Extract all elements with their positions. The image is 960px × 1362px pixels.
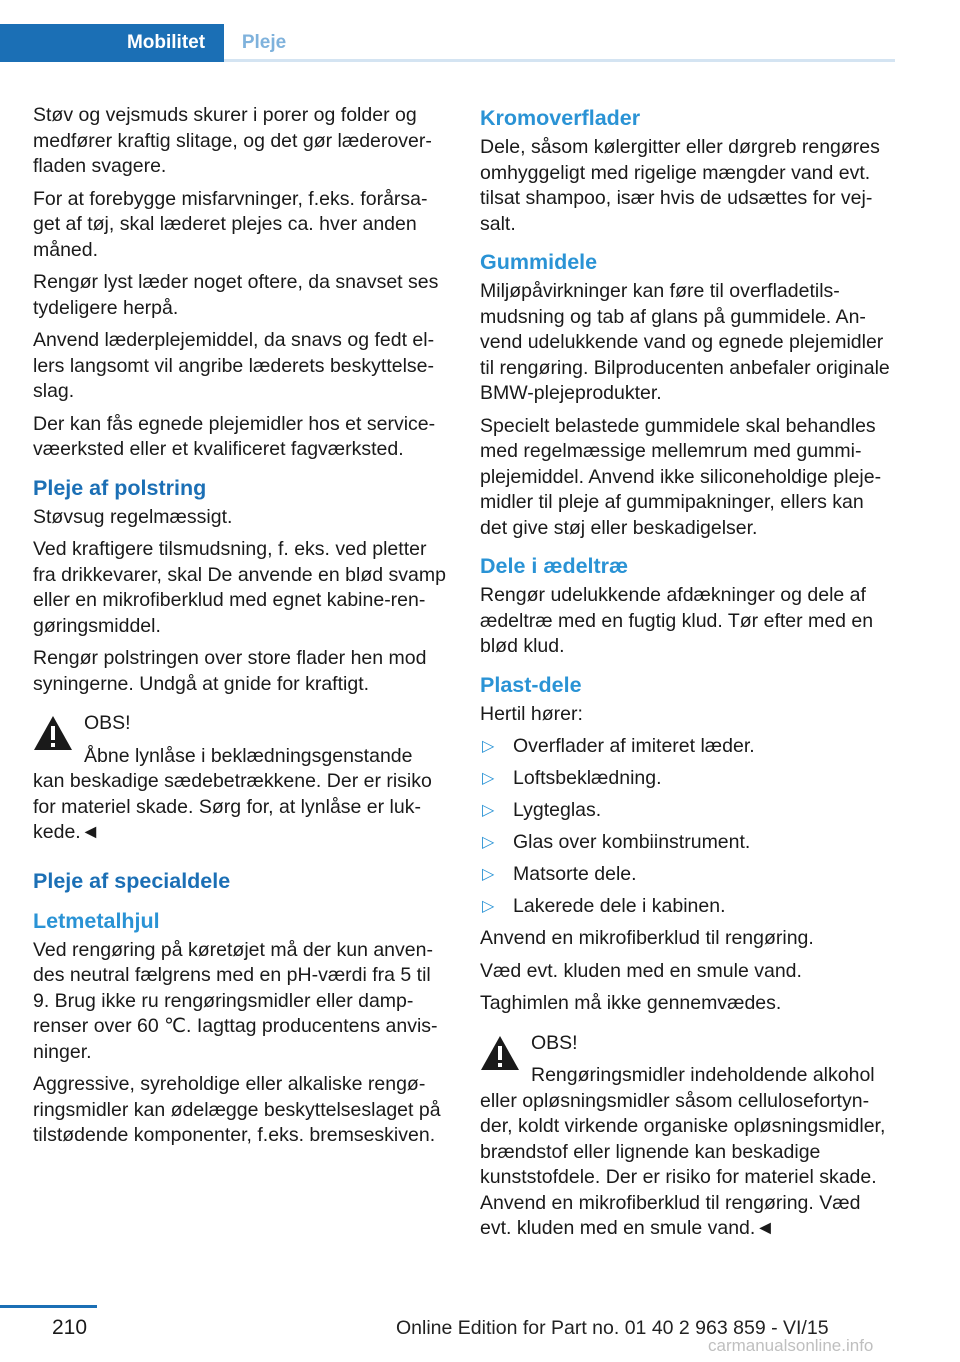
paragraph: Hertil hører:	[480, 702, 583, 725]
paragraph: Støvsug regelmæssigt.	[33, 505, 233, 528]
warning-title: OBS!	[531, 1031, 578, 1054]
bullet-triangle-icon: ▷	[482, 834, 495, 851]
paragraph: For at forebygge misfarvninger, f.eks. forårsaget af tøj, skal læderet plejes ca. hver anden måned.	[33, 187, 428, 261]
warning-triangle-icon	[480, 1035, 520, 1071]
list-item: ▷ Lygteglas.	[480, 798, 895, 824]
subheading-plast: Plast-dele	[480, 672, 582, 697]
paragraph: Væd evt. kluden med en smule vand.	[480, 959, 802, 982]
warning-box	[33, 711, 448, 846]
paragraph: Støv og vejsmuds skurer i porer og folder og medfører kraftig slitage, og det gør læderoverfladen svagere.	[33, 104, 432, 177]
warning-first-line: Åbne lynlåse i beklædningsgenstande	[84, 744, 413, 767]
subheading-letmetal: Letmetalhjul	[33, 908, 160, 933]
paragraph: Rengør lyst læder noget oftere, da snavset ses tydeligere herpå.	[33, 271, 439, 319]
paragraph: Aggressive, syreholdige eller alkaliske rengøringsmidler kan ødelægge beskyttelseslaget på tilstødende komponenter, f.eks. bremseskiven.	[33, 1073, 441, 1146]
list-item: ▷ Matsorte dele.	[480, 862, 895, 888]
list-item: ▷ Overflader af imiteret læder.	[480, 734, 895, 760]
list-item: ▷ Loftsbeklædning.	[480, 766, 895, 792]
page-number: 210	[52, 1316, 88, 1339]
left-column	[33, 103, 448, 1156]
paragraph: Dele, såsom kølergitter eller dørgreb rengøres omhyggeligt med rigelige mængder vand evt. tilsat shampoo, især hvis de udsættes for vejsalt.	[480, 136, 880, 235]
bullet-triangle-icon: ▷	[482, 738, 495, 755]
paragraph: Ved rengøring på køretøjet må der kun anvendes neutral fælgrens med en pH-værdi fra 5 til 9. Brug ikke ru rengøringsmidler eller damprenser over 60 ℃. Iagttag producentens anvisninger.	[33, 938, 438, 1063]
warning-triangle-icon	[33, 715, 73, 751]
paragraph: Rengør udelukkende afdækninger og dele af ædeltræ med en fugtig klud. Tør efter med en blød klud.	[480, 584, 874, 657]
warning-title: OBS!	[84, 712, 131, 734]
list-item: ▷ Glas over kombiinstrument.	[480, 830, 895, 856]
right-column	[480, 103, 895, 1252]
watermark: carmanualsonline.info	[708, 1336, 874, 1355]
warning-box	[480, 1031, 895, 1242]
paragraph: Ved kraftigere tilsmudsning, f. eks. ved pletter fra drikkevarer, skal De anvende en blød svamp eller en mikrofiberklud med egnet kabine-rengøringsmiddel.	[33, 538, 446, 637]
paragraph: Rengør polstringen over store flader hen mod syningerne. Undgå at gnide for kraftigt.	[33, 647, 427, 695]
section-heading-polstring: Pleje af polstring	[33, 475, 207, 500]
footer-rule	[0, 1305, 97, 1308]
tab-mobilitet[interactable]: Mobilitet	[108, 24, 224, 62]
paragraph: Anvend læderplejemiddel, da snavs og fedt ellers langsomt vil angribe læderets beskyttelseslag.	[33, 329, 435, 402]
header-bar	[0, 24, 108, 62]
bullet-triangle-icon: ▷	[482, 802, 495, 819]
bullet-triangle-icon: ▷	[482, 770, 495, 787]
warning-text: eller opløsningsmidler såsom cellulosefortynder, koldt virkende organiske opløsningsmidler, brændstof eller lignende kan beskadige kunststofdele. Der er risiko for materiel skade. Anvend en mikrofiberklud til rengøring. Væd evt. kluden med en smule vand.◄	[480, 1089, 886, 1239]
tab-pleje[interactable]: Pleje	[241, 32, 287, 53]
subheading-gummi: Gummidele	[480, 250, 598, 274]
warning-text: kan beskadige sædebetrækkene. Der er risiko for materiel skade. Sørg for, at lynlåse er lukkede.◄	[33, 770, 432, 843]
subheading-aedeltrae: Dele i ædeltræ	[480, 554, 629, 578]
subheading-krom: Kromoverflader	[480, 106, 641, 130]
paragraph: Der kan fås egnede plejemidler hos et servicevæerksted eller et kvalificeret fagværksted.	[33, 412, 436, 460]
paragraph: Specielt belastede gummidele skal behandles med regelmæssige mellemrum med gummiplejemiddel. Anvend ikke siliconeholdige plejemidler til pleje af gummipakninger, ellers kan det give støj eller beskadigelser.	[480, 414, 882, 539]
edition-text: Online Edition for Part no. 01 40 2 963 859 - VI/15	[396, 1317, 829, 1339]
chapter-header	[0, 24, 895, 62]
paragraph: Taghimlen må ikke gennemvædes.	[480, 992, 782, 1014]
warning-first-line: Rengøringsmidler indeholdende alkohol	[531, 1064, 875, 1086]
paragraph: Anvend en mikrofiberklud til rengøring.	[480, 927, 814, 949]
bullet-triangle-icon: ▷	[482, 898, 495, 915]
paragraph: Miljøpåvirkninger kan føre til overfladetilsmudsning og tab af glans på gummidele. Anvend udelukkende vand og egnede plejemidler til rengøring. Bilproducenten anbefaler originale BMW-plejeprodukter.	[480, 280, 890, 404]
header-rule	[224, 59, 895, 62]
list-item: ▷ Lakerede dele i kabinen.	[480, 894, 895, 920]
bullet-triangle-icon: ▷	[482, 866, 495, 883]
bullet-list	[480, 734, 895, 920]
section-heading-special: Pleje af specialdele	[33, 868, 231, 893]
